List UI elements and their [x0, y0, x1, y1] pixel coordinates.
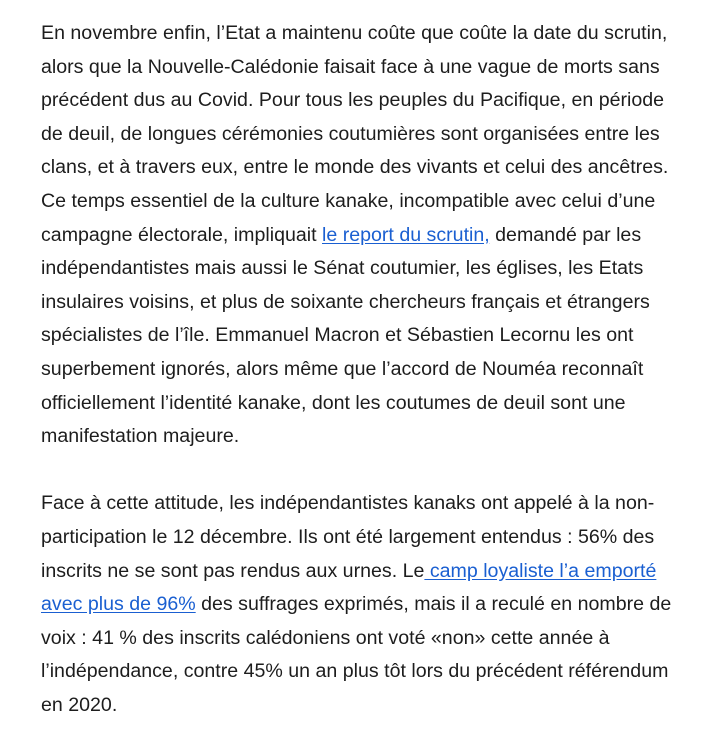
link-report-du-scrutin[interactable]: le report du scrutin, — [322, 223, 490, 246]
text-line: de deuil, de longues cérémonies coutumières sont organisées entre les — [41, 122, 660, 145]
text-segment: inscrits ne se sont pas rendus aux urnes. Le — [41, 559, 425, 582]
text-segment: demandé par les — [489, 223, 642, 246]
link-camp-loyaliste-part2[interactable]: avec plus de 96% — [41, 593, 196, 616]
text-line — [41, 219, 681, 253]
text-line: en 2020. — [41, 693, 118, 716]
text-line: spécialistes de l’île. Emmanuel Macron et Sébastien Lecornu les ont — [41, 324, 634, 347]
text-segment: des suffrages exprimés, mais il a reculé en nombre de — [195, 593, 672, 616]
text-line: alors que la Nouvelle-Calédonie faisait face à une vague de morts sans — [41, 55, 660, 78]
text-segment: campagne électorale, impliquait — [41, 223, 322, 246]
text-line: officiellement l’identité kanake, dont les coutumes de deuil sont une — [41, 391, 626, 414]
text-line: clans, et à travers eux, entre le monde des vivants et celui des ancêtres. — [41, 156, 669, 179]
paragraph-funeral-customs — [41, 17, 681, 454]
link-camp-loyaliste-part1[interactable]: camp loyaliste l’a emporté — [424, 559, 657, 582]
text-line — [41, 555, 681, 589]
text-line: En novembre enfin, l’Etat a maintenu coûte que coûte la date du scrutin, — [41, 22, 668, 44]
text-line: l’indépendance, contre 45% un an plus tôt lors du précédent référendum — [41, 660, 669, 683]
text-line: insulaires voisins, et plus de soixante chercheurs français et étrangers — [41, 290, 650, 313]
text-line: participation le 12 décembre. Ils ont été largement entendus : 56% des — [41, 525, 655, 548]
paragraph-referendum-results — [41, 487, 681, 722]
text-line: précédent dus au Covid. Pour tous les peuples du Pacifique, en période — [41, 89, 665, 112]
article-body — [41, 17, 681, 722]
text-line: Face à cette attitude, les indépendantistes kanaks ont appelé à la non- — [41, 492, 655, 515]
text-line: Ce temps essentiel de la culture kanake, incompatible avec celui d’une — [41, 189, 656, 212]
text-line: voix : 41 % des inscrits calédoniens ont voté «non» cette année à — [41, 626, 610, 649]
text-line: indépendantistes mais aussi le Sénat coutumier, les églises, les Etats — [41, 257, 644, 280]
text-line: superbement ignorés, alors même que l’accord de Nouméa reconnaît — [41, 357, 644, 380]
text-line: manifestation majeure. — [41, 425, 240, 448]
text-line — [41, 588, 681, 622]
